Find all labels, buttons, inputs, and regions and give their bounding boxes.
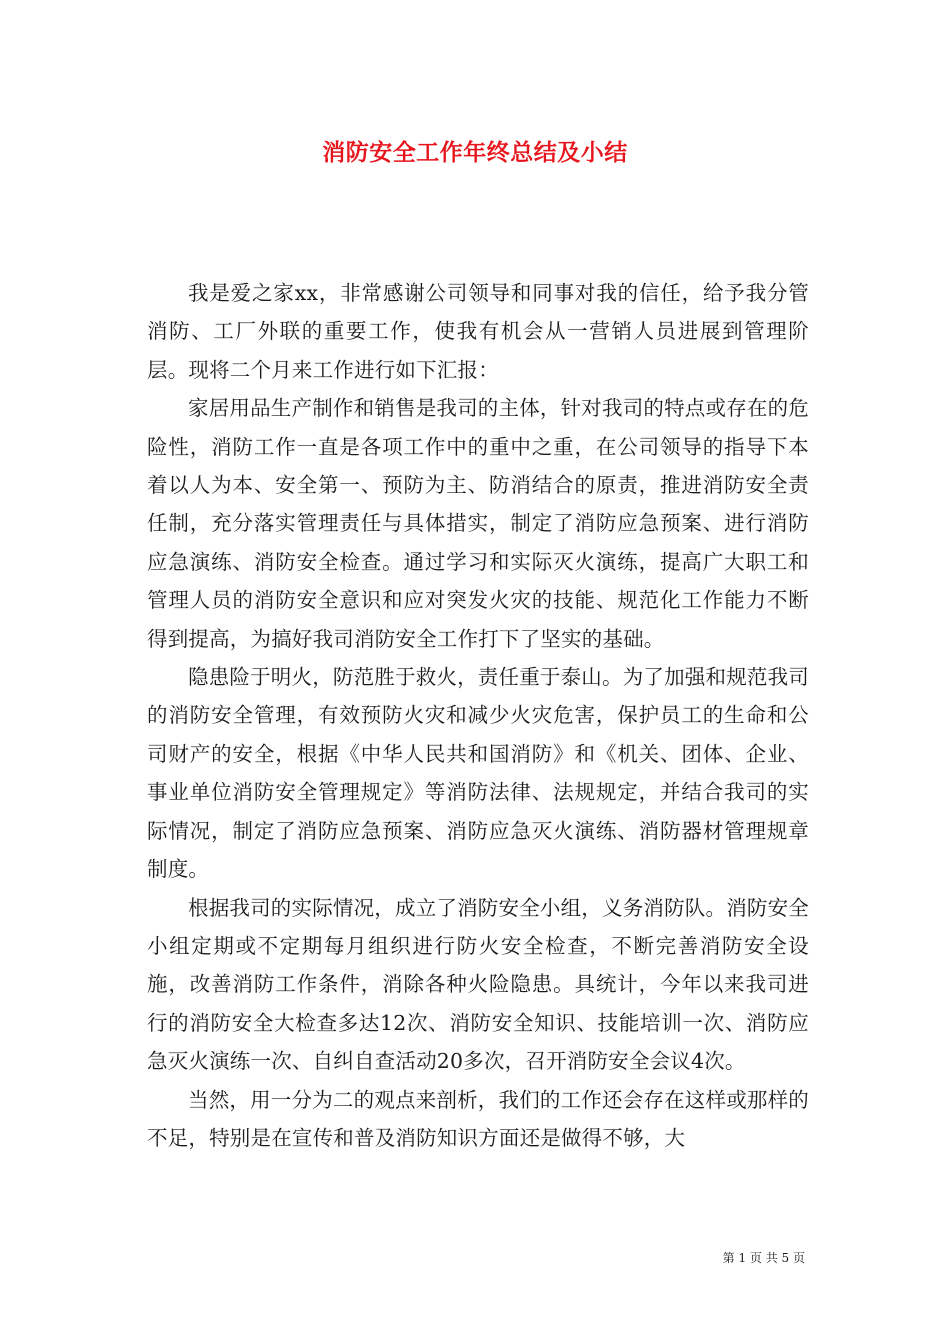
paragraph-1: 我是爱之家xx，非常感谢公司领导和同事对我的信任，给予我分管消防、工厂外联的重要工作，使我有机会从一营销人员进展到管理阶层。现将二个月来工作进行如下汇报： bbox=[147, 281, 809, 382]
document-body bbox=[147, 274, 809, 1157]
paragraph-3: 隐患险于明火，防范胜于救火，责任重于泰山。为了加强和规范我司的消防安全管理，有效预防火灾和减少火灾危害，保护员工的生命和公司财产的安全，根据《中华人民共和国消防》和《机关、团体、企业、事业单位消防安全管理规定》等消防法律、法规规定，并结合我司的实际情况，制定了消防应急预案、消防应急灭火演练、消防器材管理规章制度。 bbox=[147, 665, 809, 882]
page-number-footer: 第 1 页 共 5 页 bbox=[722, 1251, 805, 1265]
paragraph-5: 当然，用一分为二的观点来剖析，我们的工作还会存在这样或那样的不足，特别是在宣传和普及消防知识方面还是做得不够，大 bbox=[147, 1087, 809, 1150]
document-title: 消防安全工作年终总结及小结 bbox=[322, 139, 628, 166]
paragraph-2: 家居用品生产制作和销售是我司的主体，针对我司的特点或存在的危险性，消防工作一直是各项工作中的重中之重，在公司领导的指导下本着以人为本、安全第一、预防为主、防消结合的原责，推进消防安全责任制，充分落实管理责任与具体措实，制定了消防应急预案、进行消防应急演练、消防安全检查。通过学习和实际灭火演练，提高广大职工和管理人员的消防安全意识和应对突发火灾的技能、规范化工作能力不断得到提高，为搞好我司消防安全工作打下了坚实的基础。 bbox=[147, 396, 809, 651]
paragraph-4: 根据我司的实际情况，成立了消防安全小组，义务消防队。消防安全小组定期或不定期每月组织进行防火安全检查，不断完善消防安全设施，改善消防工作条件，消除各种火险隐患。具统计，今年以来我司进行的消防安全大检查多达12次、消防安全知识、技能培训一次、消防应急灭火演练一次、自纠自查活动20多次，召开消防安全会议4次。 bbox=[147, 895, 809, 1074]
